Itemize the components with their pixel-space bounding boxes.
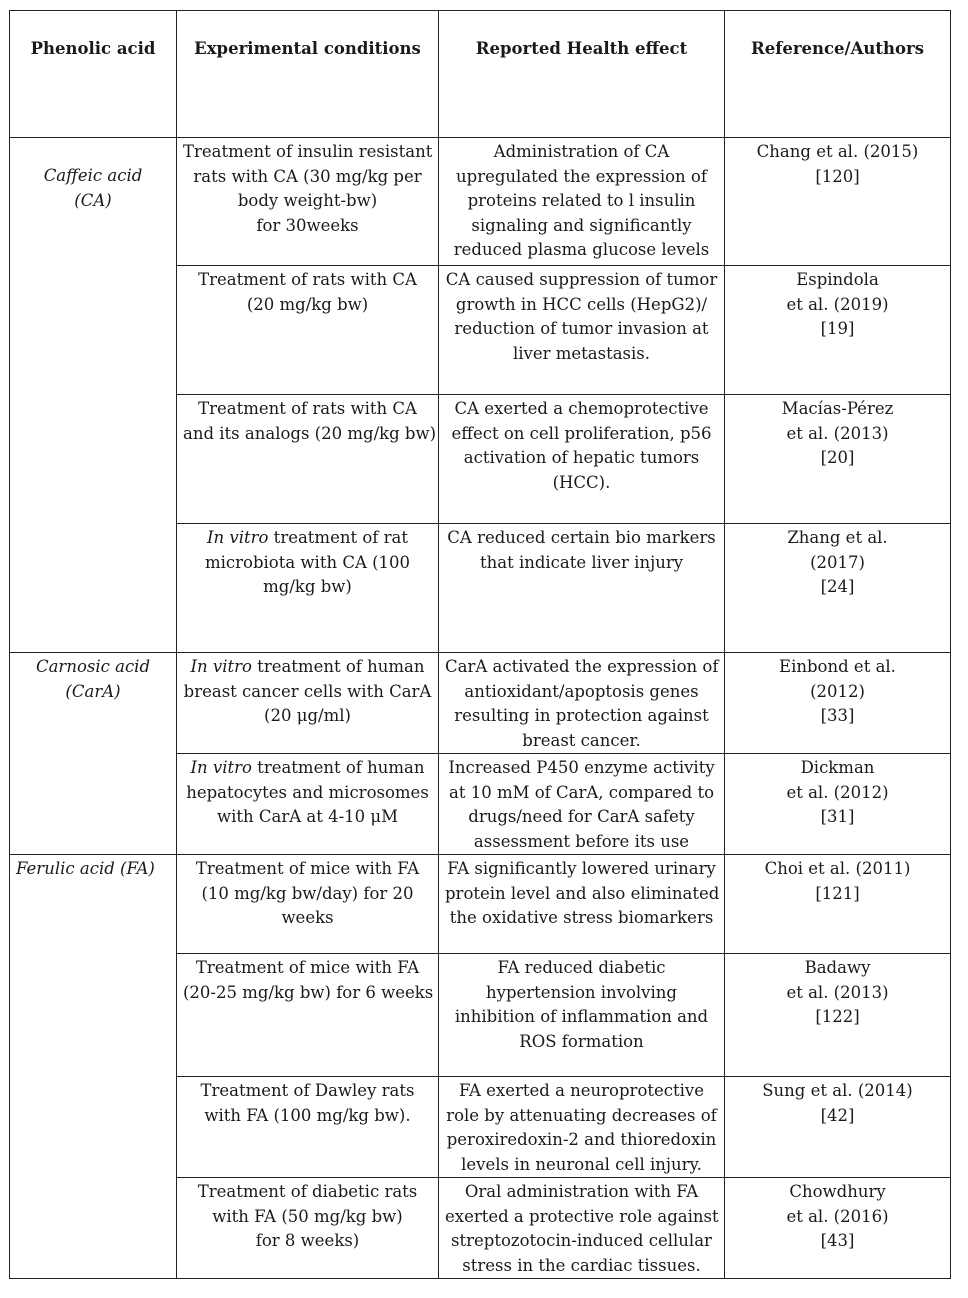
effect-line: exerted a protective role against (445, 1206, 719, 1226)
reference-line: et al. (2013) (786, 423, 889, 443)
conditions-line: with FA (50 mg/kg bw) (212, 1206, 403, 1226)
reference-cell (725, 395, 951, 524)
effect-line: protein level and also eliminated (445, 883, 720, 903)
acid-name: Carnosic acid (35, 657, 151, 676)
effect-line: FA significantly lowered urinary (447, 859, 716, 878)
acid-abbrev: (CarA) (65, 681, 121, 701)
conditions-cell (177, 1178, 439, 1279)
reference-line: et al. (2012) (786, 782, 889, 802)
reference-line: Einbond et al. (779, 657, 896, 676)
effect-cell (439, 395, 725, 524)
effect-cell (439, 524, 725, 653)
effect-line: at 10 mM of CarA, compared to (448, 782, 715, 802)
conditions-line: for 8 weeks) (255, 1231, 360, 1250)
conditions-text: treatment of human (251, 758, 425, 777)
effect-line: CarA activated the expression of (445, 657, 719, 676)
reference-line: Macías-Pérez (781, 399, 894, 418)
conditions-cell (177, 524, 439, 653)
conditions-line: Treatment of diabetic rats (197, 1182, 418, 1201)
effect-line: resulting in protection against (454, 706, 709, 725)
effect-line: antioxidant/apoptosis genes (464, 681, 699, 701)
conditions-line: (20 mg/kg bw) (246, 294, 369, 314)
reference-line: (2017) (810, 552, 865, 572)
reference-line: et al. (2016) (786, 1206, 889, 1226)
reference-cell (725, 855, 951, 954)
effect-line: activation of hepatic tumors (463, 448, 700, 467)
reference-line: (2012) (810, 681, 865, 701)
conditions-line: for 30weeks (256, 215, 359, 235)
effect-line: levels in neuronal cell injury. (461, 1154, 702, 1174)
reference-cell (725, 1178, 951, 1279)
acid-cell-caffeic (10, 138, 177, 653)
effect-line: streptozotocin-induced cellular (451, 1231, 712, 1250)
reference-cell (725, 653, 951, 754)
conditions-line: weeks (281, 908, 334, 927)
reference-line: [19] (820, 319, 855, 338)
effect-line: peroxiredoxin-2 and thioredoxin (446, 1130, 717, 1149)
reference-line: Sung et al. (2014) (762, 1081, 913, 1100)
reference-line: [120] (815, 166, 860, 186)
acid-name: Ferulic acid (FA) (16, 859, 155, 878)
in-vitro-label: In vitro (206, 528, 269, 547)
effect-cell (439, 1077, 725, 1178)
table-row (10, 653, 951, 754)
effect-line: inhibition of inflammation and (454, 1007, 709, 1026)
conditions-cell (177, 653, 439, 754)
reference-line: Choi et al. (2011) (764, 859, 911, 878)
effect-cell (439, 754, 725, 855)
reference-line: [33] (820, 706, 855, 725)
conditions-cell (177, 954, 439, 1077)
conditions-line: Treatment of Dawley rats (200, 1081, 415, 1100)
reference-line: Zhang et al. (787, 528, 888, 547)
conditions-line: mg/kg bw) (263, 577, 352, 596)
effect-line: Administration of CA (493, 142, 670, 161)
effect-line: (HCC). (552, 472, 611, 492)
effect-cell (439, 855, 725, 954)
reference-line: [121] (815, 883, 860, 903)
reference-line: Chowdhury (789, 1182, 886, 1201)
header-phenolic-acid: Phenolic acid (10, 11, 177, 138)
in-vitro-label: In vitro (190, 758, 252, 777)
effect-line: drugs/need for CarA safety (468, 807, 695, 826)
effect-cell (439, 1178, 725, 1279)
conditions-cell (177, 754, 439, 855)
effect-line: ROS formation (519, 1031, 644, 1051)
effect-line: reduced plasma glucose levels (453, 240, 710, 259)
phenolic-acid-table (9, 10, 951, 1279)
conditions-line: body weight-bw) (237, 191, 378, 210)
reference-line: [42] (820, 1105, 855, 1125)
effect-line: liver metastasis. (512, 343, 651, 363)
effect-line: role by attenuating decreases of (446, 1105, 717, 1125)
effect-cell (439, 954, 725, 1077)
reference-line: Dickman (800, 758, 875, 777)
effect-line: the oxidative stress biomarkers (449, 908, 714, 927)
conditions-line: microbiota with CA (100 (204, 552, 411, 572)
effect-line: assessment before its use (473, 831, 690, 851)
reference-line: [122] (815, 1007, 860, 1026)
acid-cell-carnosic (10, 653, 177, 855)
effect-line: Oral administration with FA (464, 1182, 699, 1201)
conditions-line: (10 mg/kg bw/day) for 20 (201, 883, 414, 903)
reference-line: [24] (820, 577, 855, 596)
effect-line: CA exerted a chemoprotective (454, 399, 709, 418)
effect-line: Increased P450 enzyme activity (448, 758, 715, 777)
reference-cell (725, 138, 951, 266)
effect-line: breast cancer. (522, 730, 641, 750)
conditions-cell (177, 1077, 439, 1178)
conditions-cell (177, 138, 439, 266)
reference-line: Chang et al. (2015) (756, 142, 919, 161)
effect-cell (439, 653, 725, 754)
conditions-line: with CarA at 4-10 μM (216, 807, 399, 826)
header-row (10, 11, 951, 138)
effect-line: upregulated the expression of (456, 166, 707, 186)
reference-line: Badawy (804, 958, 871, 977)
effect-line: FA reduced diabetic (497, 958, 666, 977)
conditions-cell (177, 266, 439, 395)
effect-line: stress in the cardiac tissues. (462, 1255, 701, 1275)
effect-line: effect on cell proliferation, p56 (451, 423, 712, 443)
conditions-text: treatment of rat (268, 528, 408, 547)
effect-line: proteins related to l insulin (467, 191, 696, 210)
acid-cell-ferulic (10, 855, 177, 1279)
conditions-line (183, 756, 432, 781)
header-reference-authors: Reference/Authors (725, 11, 951, 138)
effect-cell (439, 266, 725, 395)
conditions-line: (20-25 mg/kg bw) for 6 weeks (183, 982, 434, 1002)
conditions-cell (177, 855, 439, 954)
reference-line: [43] (820, 1231, 855, 1250)
effect-line: CA reduced certain bio markers (447, 528, 716, 547)
acid-name: Caffeic acid (43, 166, 143, 185)
effect-line: signaling and significantly (471, 215, 692, 235)
effect-line: growth in HCC cells (HepG2)/ (455, 294, 708, 314)
effect-line: FA exerted a neuroprotective (458, 1081, 705, 1100)
effect-line: hypertension involving (486, 982, 677, 1002)
table-row (10, 855, 951, 954)
conditions-line: Treatment of mice with FA (195, 958, 420, 977)
conditions-line: rats with CA (30 mg/kg per (193, 166, 422, 186)
reference-line: et al. (2013) (786, 982, 889, 1002)
reference-line: Espindola (796, 270, 879, 289)
header-experimental-conditions: Experimental conditions (177, 11, 439, 138)
conditions-text: treatment of human (251, 657, 425, 676)
conditions-line: Treatment of insulin resistant (183, 142, 433, 161)
effect-line: reduction of tumor invasion at (454, 319, 709, 338)
reference-cell (725, 754, 951, 855)
table-row (10, 138, 951, 266)
reference-line: et al. (2019) (786, 294, 889, 314)
reference-cell (725, 954, 951, 1077)
effect-line: CA caused suppression of tumor (445, 270, 718, 289)
effect-line: that indicate liver injury (479, 552, 684, 572)
conditions-line: Treatment of rats with CA (198, 270, 417, 289)
conditions-line: Treatment of rats with CA (198, 399, 417, 418)
conditions-line: hepatocytes and microsomes (186, 782, 429, 802)
reference-cell (725, 1077, 951, 1178)
acid-abbrev: (CA) (74, 190, 112, 210)
reference-cell (725, 266, 951, 395)
conditions-line: (20 μg/ml) (264, 706, 351, 725)
header-reported-health-effect: Reported Health effect (439, 11, 725, 138)
conditions-line (183, 655, 432, 680)
reference-line: [20] (820, 448, 855, 467)
in-vitro-label: In vitro (190, 657, 252, 676)
conditions-line (183, 526, 432, 551)
reference-cell (725, 524, 951, 653)
reference-line: [31] (820, 807, 855, 826)
conditions-line: and its analogs (20 mg/kg bw) (183, 423, 437, 443)
conditions-line: with FA (100 mg/kg bw). (204, 1105, 411, 1125)
conditions-line: Treatment of mice with FA (195, 859, 420, 878)
conditions-cell (177, 395, 439, 524)
conditions-line: breast cancer cells with CarA (183, 681, 432, 701)
effect-cell (439, 138, 725, 266)
